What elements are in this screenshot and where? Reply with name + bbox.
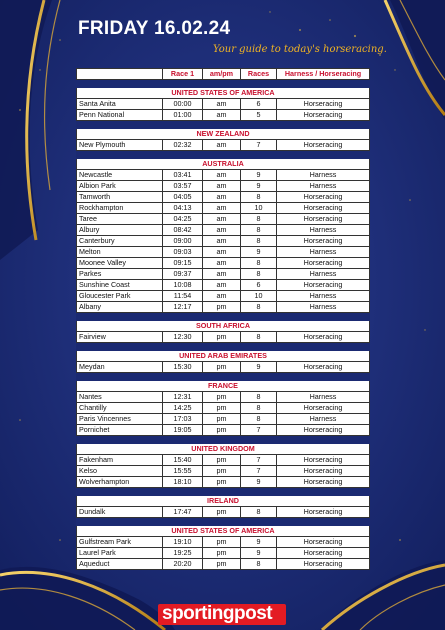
- section-divider-cell: [77, 80, 370, 88]
- race1-time-cell: 04:05: [163, 192, 203, 203]
- am-pm-cell: pm: [203, 414, 241, 425]
- racing-schedule-sheet: [76, 68, 369, 570]
- am-pm-cell: am: [203, 181, 241, 192]
- race-type-cell: Harness: [277, 392, 370, 403]
- venue-cell: Albury: [77, 225, 163, 236]
- am-pm-cell: pm: [203, 477, 241, 488]
- venue-cell: Fairview: [77, 332, 163, 343]
- race-type-cell: Harness: [277, 291, 370, 302]
- venue-cell: Gloucester Park: [77, 291, 163, 302]
- am-pm-cell: am: [203, 99, 241, 110]
- country-heading: IRELAND: [77, 496, 370, 507]
- table-row: [77, 455, 370, 466]
- race1-time-cell: 04:25: [163, 214, 203, 225]
- race1-time-cell: 04:13: [163, 203, 203, 214]
- table-row: [77, 477, 370, 488]
- race-type-cell: Horseracing: [277, 455, 370, 466]
- am-pm-cell: am: [203, 170, 241, 181]
- venue-cell: Dundalk: [77, 507, 163, 518]
- table-row: [77, 362, 370, 373]
- race-type-cell: Horseracing: [277, 332, 370, 343]
- race-count-cell: 8: [241, 392, 277, 403]
- am-pm-cell: am: [203, 192, 241, 203]
- race-type-cell: Horseracing: [277, 537, 370, 548]
- table-row: [77, 559, 370, 570]
- race-count-cell: 7: [241, 455, 277, 466]
- table-row: [77, 110, 370, 121]
- schedule-body: [77, 80, 370, 570]
- am-pm-cell: pm: [203, 507, 241, 518]
- race-count-cell: 6: [241, 280, 277, 291]
- section-divider-cell: [77, 488, 370, 496]
- race1-time-cell: 10:08: [163, 280, 203, 291]
- race-type-cell: Horseracing: [277, 192, 370, 203]
- race-count-cell: 8: [241, 214, 277, 225]
- race-count-cell: 9: [241, 362, 277, 373]
- section-divider: [77, 488, 370, 496]
- section-divider: [77, 313, 370, 321]
- venue-cell: Rockhampton: [77, 203, 163, 214]
- race-count-cell: 8: [241, 192, 277, 203]
- race-type-cell: Horseracing: [277, 548, 370, 559]
- race1-time-cell: 01:00: [163, 110, 203, 121]
- table-row: [77, 181, 370, 192]
- race1-time-cell: 11:54: [163, 291, 203, 302]
- race-count-cell: 7: [241, 466, 277, 477]
- table-row: [77, 247, 370, 258]
- am-pm-cell: am: [203, 214, 241, 225]
- race1-time-cell: 09:37: [163, 269, 203, 280]
- column-header-races: Races: [241, 69, 277, 80]
- venue-cell: Nantes: [77, 392, 163, 403]
- column-header-venue: [77, 69, 163, 80]
- race-type-cell: Horseracing: [277, 477, 370, 488]
- table-row: [77, 466, 370, 477]
- race-count-cell: 9: [241, 181, 277, 192]
- race-count-cell: 8: [241, 559, 277, 570]
- race1-time-cell: 09:15: [163, 258, 203, 269]
- am-pm-cell: am: [203, 203, 241, 214]
- venue-cell: Wolverhampton: [77, 477, 163, 488]
- table-row: [77, 192, 370, 203]
- race1-time-cell: 19:05: [163, 425, 203, 436]
- race-count-cell: 8: [241, 332, 277, 343]
- race-count-cell: 6: [241, 99, 277, 110]
- table-row: [77, 392, 370, 403]
- am-pm-cell: pm: [203, 403, 241, 414]
- venue-cell: Newcastle: [77, 170, 163, 181]
- table-row: [77, 170, 370, 181]
- race1-time-cell: 12:30: [163, 332, 203, 343]
- am-pm-cell: pm: [203, 362, 241, 373]
- race-type-cell: Horseracing: [277, 99, 370, 110]
- sportingpost-logo: [162, 603, 272, 625]
- section-divider-cell: [77, 343, 370, 351]
- column-header-ampm: am/pm: [203, 69, 241, 80]
- country-heading: AUSTRALIA: [77, 159, 370, 170]
- table-row: [77, 280, 370, 291]
- race1-time-cell: 15:55: [163, 466, 203, 477]
- venue-cell: Aqueduct: [77, 559, 163, 570]
- venue-cell: Meydan: [77, 362, 163, 373]
- table-row: [77, 425, 370, 436]
- race-type-cell: Horseracing: [277, 559, 370, 570]
- race1-time-cell: 09:03: [163, 247, 203, 258]
- table-row: [77, 332, 370, 343]
- venue-cell: Moonee Valley: [77, 258, 163, 269]
- venue-cell: Gulfstream Park: [77, 537, 163, 548]
- race-type-cell: Horseracing: [277, 507, 370, 518]
- am-pm-cell: pm: [203, 302, 241, 313]
- country-heading-row: [77, 321, 370, 332]
- country-heading-row: [77, 526, 370, 537]
- country-heading-row: [77, 159, 370, 170]
- venue-cell: Santa Anita: [77, 99, 163, 110]
- country-heading: UNITED STATES OF AMERICA: [77, 526, 370, 537]
- section-divider-cell: [77, 151, 370, 159]
- am-pm-cell: pm: [203, 332, 241, 343]
- table-row: [77, 548, 370, 559]
- race-count-cell: 5: [241, 110, 277, 121]
- page-title: FRIDAY 16.02.24: [78, 18, 231, 39]
- am-pm-cell: am: [203, 291, 241, 302]
- race1-time-cell: 12:17: [163, 302, 203, 313]
- race-count-cell: 8: [241, 414, 277, 425]
- race-type-cell: Harness: [277, 269, 370, 280]
- country-heading: SOUTH AFRICA: [77, 321, 370, 332]
- table-row: [77, 214, 370, 225]
- section-divider: [77, 436, 370, 444]
- section-divider-cell: [77, 121, 370, 129]
- venue-cell: Pornichet: [77, 425, 163, 436]
- country-heading-row: [77, 381, 370, 392]
- table-row: [77, 302, 370, 313]
- am-pm-cell: am: [203, 236, 241, 247]
- section-divider: [77, 373, 370, 381]
- race1-time-cell: 19:25: [163, 548, 203, 559]
- race-type-cell: Horseracing: [277, 203, 370, 214]
- race-count-cell: 8: [241, 403, 277, 414]
- logo-text-post: post: [234, 603, 273, 624]
- race1-time-cell: 12:31: [163, 392, 203, 403]
- table-row: [77, 203, 370, 214]
- race1-time-cell: 18:10: [163, 477, 203, 488]
- column-header-type: Harness / Horseracing: [277, 69, 370, 80]
- am-pm-cell: pm: [203, 425, 241, 436]
- race-count-cell: 7: [241, 140, 277, 151]
- am-pm-cell: pm: [203, 559, 241, 570]
- race1-time-cell: 03:41: [163, 170, 203, 181]
- race-type-cell: Horseracing: [277, 362, 370, 373]
- race-count-cell: 10: [241, 203, 277, 214]
- column-header-race1: Race 1: [163, 69, 203, 80]
- race1-time-cell: 17:47: [163, 507, 203, 518]
- section-divider-cell: [77, 373, 370, 381]
- country-heading: FRANCE: [77, 381, 370, 392]
- table-row: [77, 291, 370, 302]
- venue-cell: Albion Park: [77, 181, 163, 192]
- race-count-cell: 9: [241, 537, 277, 548]
- race-count-cell: 8: [241, 507, 277, 518]
- country-heading-row: [77, 88, 370, 99]
- racing-schedule-table: [76, 68, 370, 570]
- section-divider: [77, 343, 370, 351]
- race-count-cell: 9: [241, 247, 277, 258]
- table-row: [77, 537, 370, 548]
- am-pm-cell: pm: [203, 455, 241, 466]
- race-type-cell: Horseracing: [277, 403, 370, 414]
- table-header-row: [77, 69, 370, 80]
- country-heading: NEW ZEALAND: [77, 129, 370, 140]
- race-type-cell: Harness: [277, 170, 370, 181]
- race-type-cell: Horseracing: [277, 280, 370, 291]
- am-pm-cell: pm: [203, 537, 241, 548]
- race-type-cell: Horseracing: [277, 236, 370, 247]
- race1-time-cell: 14:25: [163, 403, 203, 414]
- race1-time-cell: 00:00: [163, 99, 203, 110]
- table-row: [77, 403, 370, 414]
- race-type-cell: Horseracing: [277, 425, 370, 436]
- am-pm-cell: am: [203, 269, 241, 280]
- race1-time-cell: 19:10: [163, 537, 203, 548]
- am-pm-cell: am: [203, 247, 241, 258]
- section-divider: [77, 518, 370, 526]
- race-type-cell: Horseracing: [277, 466, 370, 477]
- race-count-cell: 9: [241, 170, 277, 181]
- table-row: [77, 258, 370, 269]
- venue-cell: Paris Vincennes: [77, 414, 163, 425]
- venue-cell: Sunshine Coast: [77, 280, 163, 291]
- race1-time-cell: 15:40: [163, 455, 203, 466]
- am-pm-cell: am: [203, 280, 241, 291]
- am-pm-cell: pm: [203, 466, 241, 477]
- race-type-cell: Horseracing: [277, 110, 370, 121]
- race1-time-cell: 02:32: [163, 140, 203, 151]
- race-type-cell: Harness: [277, 302, 370, 313]
- am-pm-cell: am: [203, 225, 241, 236]
- country-heading: UNITED KINGDOM: [77, 444, 370, 455]
- venue-cell: Kelso: [77, 466, 163, 477]
- table-row: [77, 414, 370, 425]
- table-row: [77, 269, 370, 280]
- am-pm-cell: am: [203, 258, 241, 269]
- table-row: [77, 507, 370, 518]
- table-row: [77, 140, 370, 151]
- race1-time-cell: 15:30: [163, 362, 203, 373]
- venue-cell: Taree: [77, 214, 163, 225]
- race-count-cell: 8: [241, 269, 277, 280]
- race-count-cell: 8: [241, 258, 277, 269]
- race1-time-cell: 03:57: [163, 181, 203, 192]
- race-count-cell: 8: [241, 225, 277, 236]
- country-heading-row: [77, 496, 370, 507]
- race-count-cell: 7: [241, 425, 277, 436]
- race-count-cell: 8: [241, 302, 277, 313]
- venue-cell: Laurel Park: [77, 548, 163, 559]
- race-type-cell: Horseracing: [277, 214, 370, 225]
- country-heading-row: [77, 129, 370, 140]
- race-count-cell: 10: [241, 291, 277, 302]
- table-row: [77, 225, 370, 236]
- section-divider-cell: [77, 436, 370, 444]
- venue-cell: Albany: [77, 302, 163, 313]
- country-heading: UNITED ARAB EMIRATES: [77, 351, 370, 362]
- section-divider: [77, 121, 370, 129]
- am-pm-cell: am: [203, 110, 241, 121]
- race-type-cell: Harness: [277, 414, 370, 425]
- section-divider-cell: [77, 518, 370, 526]
- country-heading-row: [77, 444, 370, 455]
- section-divider-cell: [77, 313, 370, 321]
- page-subtitle: Your guide to today's horseracing.: [213, 44, 387, 55]
- race-type-cell: Horseracing: [277, 140, 370, 151]
- venue-cell: Parkes: [77, 269, 163, 280]
- logo-text-sporting: sporting: [162, 603, 234, 624]
- section-divider: [77, 151, 370, 159]
- venue-cell: Canterbury: [77, 236, 163, 247]
- venue-cell: New Plymouth: [77, 140, 163, 151]
- table-row: [77, 99, 370, 110]
- venue-cell: Fakenham: [77, 455, 163, 466]
- race-type-cell: Harness: [277, 181, 370, 192]
- country-heading-row: [77, 351, 370, 362]
- race1-time-cell: 09:00: [163, 236, 203, 247]
- race-count-cell: 9: [241, 477, 277, 488]
- venue-cell: Chantilly: [77, 403, 163, 414]
- race1-time-cell: 08:42: [163, 225, 203, 236]
- am-pm-cell: pm: [203, 392, 241, 403]
- race-type-cell: Horseracing: [277, 258, 370, 269]
- section-divider: [77, 80, 370, 88]
- venue-cell: Melton: [77, 247, 163, 258]
- am-pm-cell: pm: [203, 548, 241, 559]
- am-pm-cell: am: [203, 140, 241, 151]
- race1-time-cell: 20:20: [163, 559, 203, 570]
- race-count-cell: 9: [241, 548, 277, 559]
- venue-cell: Tamworth: [77, 192, 163, 203]
- venue-cell: Penn National: [77, 110, 163, 121]
- race1-time-cell: 17:03: [163, 414, 203, 425]
- race-type-cell: Harness: [277, 225, 370, 236]
- race-count-cell: 8: [241, 236, 277, 247]
- country-heading: UNITED STATES OF AMERICA: [77, 88, 370, 99]
- race-type-cell: Harness: [277, 247, 370, 258]
- table-row: [77, 236, 370, 247]
